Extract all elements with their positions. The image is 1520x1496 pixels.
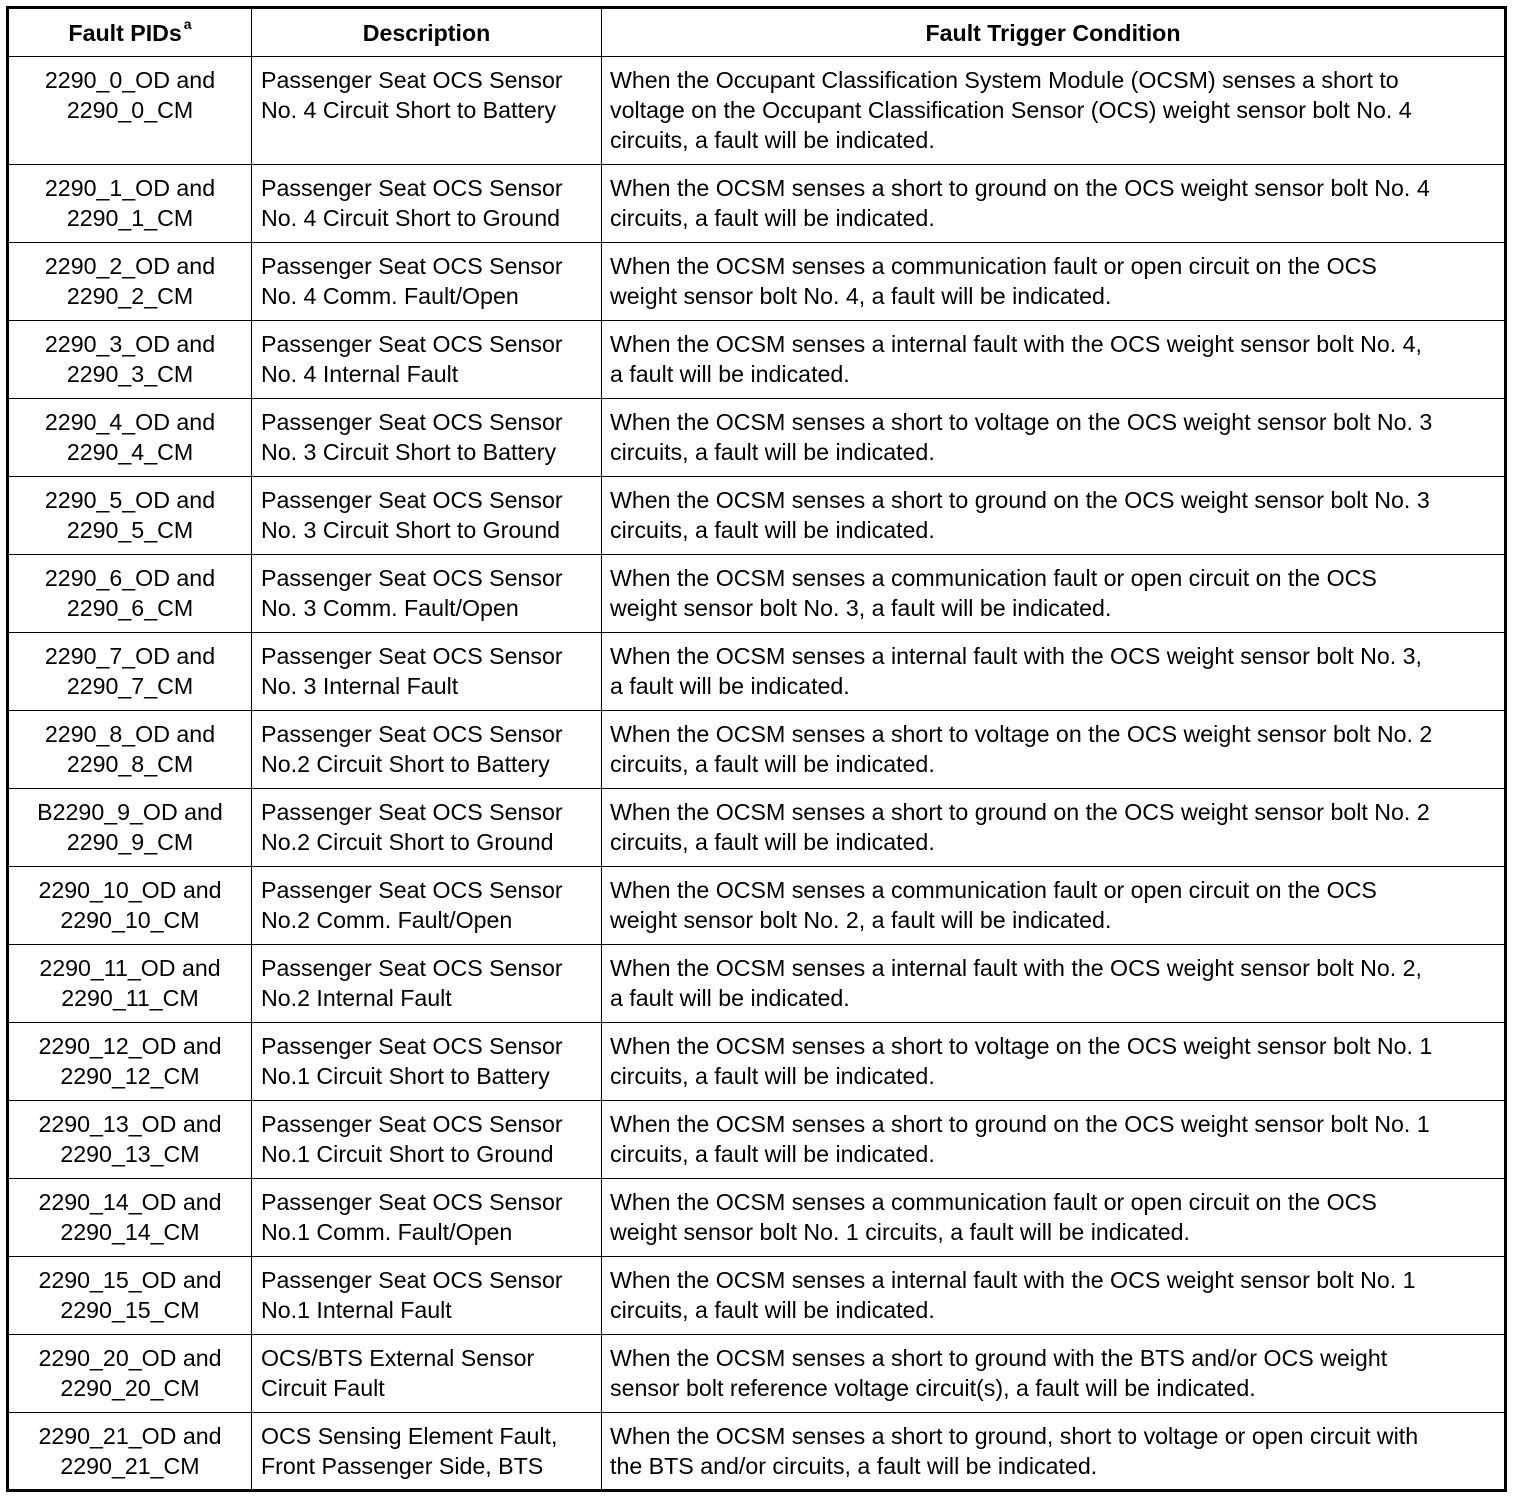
description-cell: Passenger Seat OCS Sensor No.1 Circuit Short to Battery: [252, 1023, 602, 1101]
condition-cell: When the OCSM senses a communication fault or open circuit on the OCS weight sensor bolt No. 1 circuits, a fault will be indicated.: [602, 1179, 1506, 1257]
fault-pid-cell: 2290_12_OD and 2290_12_CM: [8, 1023, 252, 1101]
fault-pid-cell: 2290_2_OD and 2290_2_CM: [8, 243, 252, 321]
fault-pid-cell: 2290_21_OD and 2290_21_CM: [8, 1413, 252, 1491]
description-cell: OCS/BTS External Sensor Circuit Fault: [252, 1335, 602, 1413]
fault-pid-cell: 2290_20_OD and 2290_20_CM: [8, 1335, 252, 1413]
description-cell: Passenger Seat OCS Sensor No. 3 Circuit Short to Battery: [252, 399, 602, 477]
fault-pid-cell: 2290_15_OD and 2290_15_CM: [8, 1257, 252, 1335]
condition-cell: When the OCSM senses a short to voltage on the OCS weight sensor bolt No. 1 circuits, a fault will be indicated.: [602, 1023, 1506, 1101]
header-fault-pids-label: Fault PIDs: [68, 19, 182, 46]
table-row: [8, 555, 1506, 633]
footnote-marker: a: [183, 15, 192, 32]
fault-pid-cell: 2290_6_OD and 2290_6_CM: [8, 555, 252, 633]
description-cell: Passenger Seat OCS Sensor No.2 Circuit Short to Battery: [252, 711, 602, 789]
condition-cell: When the OCSM senses a short to ground on the OCS weight sensor bolt No. 2 circuits, a fault will be indicated.: [602, 789, 1506, 867]
table-row: [8, 1257, 1506, 1335]
condition-cell: When the OCSM senses a short to ground with the BTS and/or OCS weight sensor bolt reference voltage circuit(s), a fault will be indicated.: [602, 1335, 1506, 1413]
table-row: [8, 867, 1506, 945]
fault-pid-cell: 2290_10_OD and 2290_10_CM: [8, 867, 252, 945]
fault-pid-cell: 2290_3_OD and 2290_3_CM: [8, 321, 252, 399]
fault-pid-cell: 2290_4_OD and 2290_4_CM: [8, 399, 252, 477]
condition-cell: When the OCSM senses a communication fault or open circuit on the OCS weight sensor bolt No. 4, a fault will be indicated.: [602, 243, 1506, 321]
table-header: [8, 8, 1506, 57]
description-cell: Passenger Seat OCS Sensor No.1 Comm. Fault/Open: [252, 1179, 602, 1257]
fault-pid-cell: 2290_1_OD and 2290_1_CM: [8, 165, 252, 243]
condition-cell: When the OCSM senses a short to ground on the OCS weight sensor bolt No. 3 circuits, a fault will be indicated.: [602, 477, 1506, 555]
table-row: [8, 1335, 1506, 1413]
condition-cell: When the Occupant Classification System Module (OCSM) senses a short to voltage on the Occupant Classification Sensor (OCS) weight sensor bolt No. 4 circuits, a fault will be indicated.: [602, 57, 1506, 165]
description-cell: Passenger Seat OCS Sensor No.2 Circuit Short to Ground: [252, 789, 602, 867]
condition-cell: When the OCSM senses a internal fault with the OCS weight sensor bolt No. 1 circuits, a fault will be indicated.: [602, 1257, 1506, 1335]
table-body: [8, 57, 1506, 1491]
description-cell: Passenger Seat OCS Sensor No. 3 Circuit Short to Ground: [252, 477, 602, 555]
header-fault-pids: [8, 8, 252, 57]
condition-cell: When the OCSM senses a communication fault or open circuit on the OCS weight sensor bolt No. 2, a fault will be indicated.: [602, 867, 1506, 945]
table-row: [8, 945, 1506, 1023]
description-cell: Passenger Seat OCS Sensor No. 4 Circuit Short to Ground: [252, 165, 602, 243]
description-cell: Passenger Seat OCS Sensor No. 3 Comm. Fault/Open: [252, 555, 602, 633]
table-row: [8, 633, 1506, 711]
header-row: [8, 8, 1506, 57]
fault-pid-cell: 2290_11_OD and 2290_11_CM: [8, 945, 252, 1023]
table-row: [8, 243, 1506, 321]
header-fault-trigger-condition: Fault Trigger Condition: [602, 8, 1506, 57]
description-cell: OCS Sensing Element Fault, Front Passenger Side, BTS: [252, 1413, 602, 1491]
description-cell: Passenger Seat OCS Sensor No. 4 Comm. Fault/Open: [252, 243, 602, 321]
table-row: [8, 477, 1506, 555]
table-row: [8, 165, 1506, 243]
description-cell: Passenger Seat OCS Sensor No.1 Circuit Short to Ground: [252, 1101, 602, 1179]
table-row: [8, 321, 1506, 399]
fault-pid-cell: 2290_14_OD and 2290_14_CM: [8, 1179, 252, 1257]
table-row: [8, 1179, 1506, 1257]
description-cell: Passenger Seat OCS Sensor No.2 Comm. Fault/Open: [252, 867, 602, 945]
condition-cell: When the OCSM senses a short to ground on the OCS weight sensor bolt No. 1 circuits, a fault will be indicated.: [602, 1101, 1506, 1179]
fault-pid-cell: 2290_13_OD and 2290_13_CM: [8, 1101, 252, 1179]
condition-cell: When the OCSM senses a internal fault with the OCS weight sensor bolt No. 2, a fault will be indicated.: [602, 945, 1506, 1023]
fault-pid-cell: 2290_8_OD and 2290_8_CM: [8, 711, 252, 789]
fault-pid-cell: 2290_7_OD and 2290_7_CM: [8, 633, 252, 711]
table-row: [8, 57, 1506, 165]
condition-cell: When the OCSM senses a internal fault with the OCS weight sensor bolt No. 3, a fault will be indicated.: [602, 633, 1506, 711]
table-row: [8, 1413, 1506, 1491]
header-description: Description: [252, 8, 602, 57]
table-row: [8, 789, 1506, 867]
table-row: [8, 1101, 1506, 1179]
fault-pid-cell: 2290_5_OD and 2290_5_CM: [8, 477, 252, 555]
table-row: [8, 1023, 1506, 1101]
description-cell: Passenger Seat OCS Sensor No. 4 Circuit Short to Battery: [252, 57, 602, 165]
fault-pid-table: [6, 6, 1507, 1492]
condition-cell: When the OCSM senses a short to ground on the OCS weight sensor bolt No. 4 circuits, a fault will be indicated.: [602, 165, 1506, 243]
table-row: [8, 399, 1506, 477]
condition-cell: When the OCSM senses a short to voltage on the OCS weight sensor bolt No. 2 circuits, a fault will be indicated.: [602, 711, 1506, 789]
condition-cell: When the OCSM senses a short to voltage on the OCS weight sensor bolt No. 3 circuits, a fault will be indicated.: [602, 399, 1506, 477]
description-cell: Passenger Seat OCS Sensor No. 4 Internal Fault: [252, 321, 602, 399]
condition-cell: When the OCSM senses a communication fault or open circuit on the OCS weight sensor bolt No. 3, a fault will be indicated.: [602, 555, 1506, 633]
description-cell: Passenger Seat OCS Sensor No. 3 Internal Fault: [252, 633, 602, 711]
description-cell: Passenger Seat OCS Sensor No.2 Internal Fault: [252, 945, 602, 1023]
description-cell: Passenger Seat OCS Sensor No.1 Internal Fault: [252, 1257, 602, 1335]
condition-cell: When the OCSM senses a internal fault with the OCS weight sensor bolt No. 4, a fault will be indicated.: [602, 321, 1506, 399]
table-row: [8, 711, 1506, 789]
fault-pid-cell: B2290_9_OD and 2290_9_CM: [8, 789, 252, 867]
condition-cell: When the OCSM senses a short to ground, short to voltage or open circuit with the BTS and/or circuits, a fault will be indicated.: [602, 1413, 1506, 1491]
fault-pid-cell: 2290_0_OD and 2290_0_CM: [8, 57, 252, 165]
